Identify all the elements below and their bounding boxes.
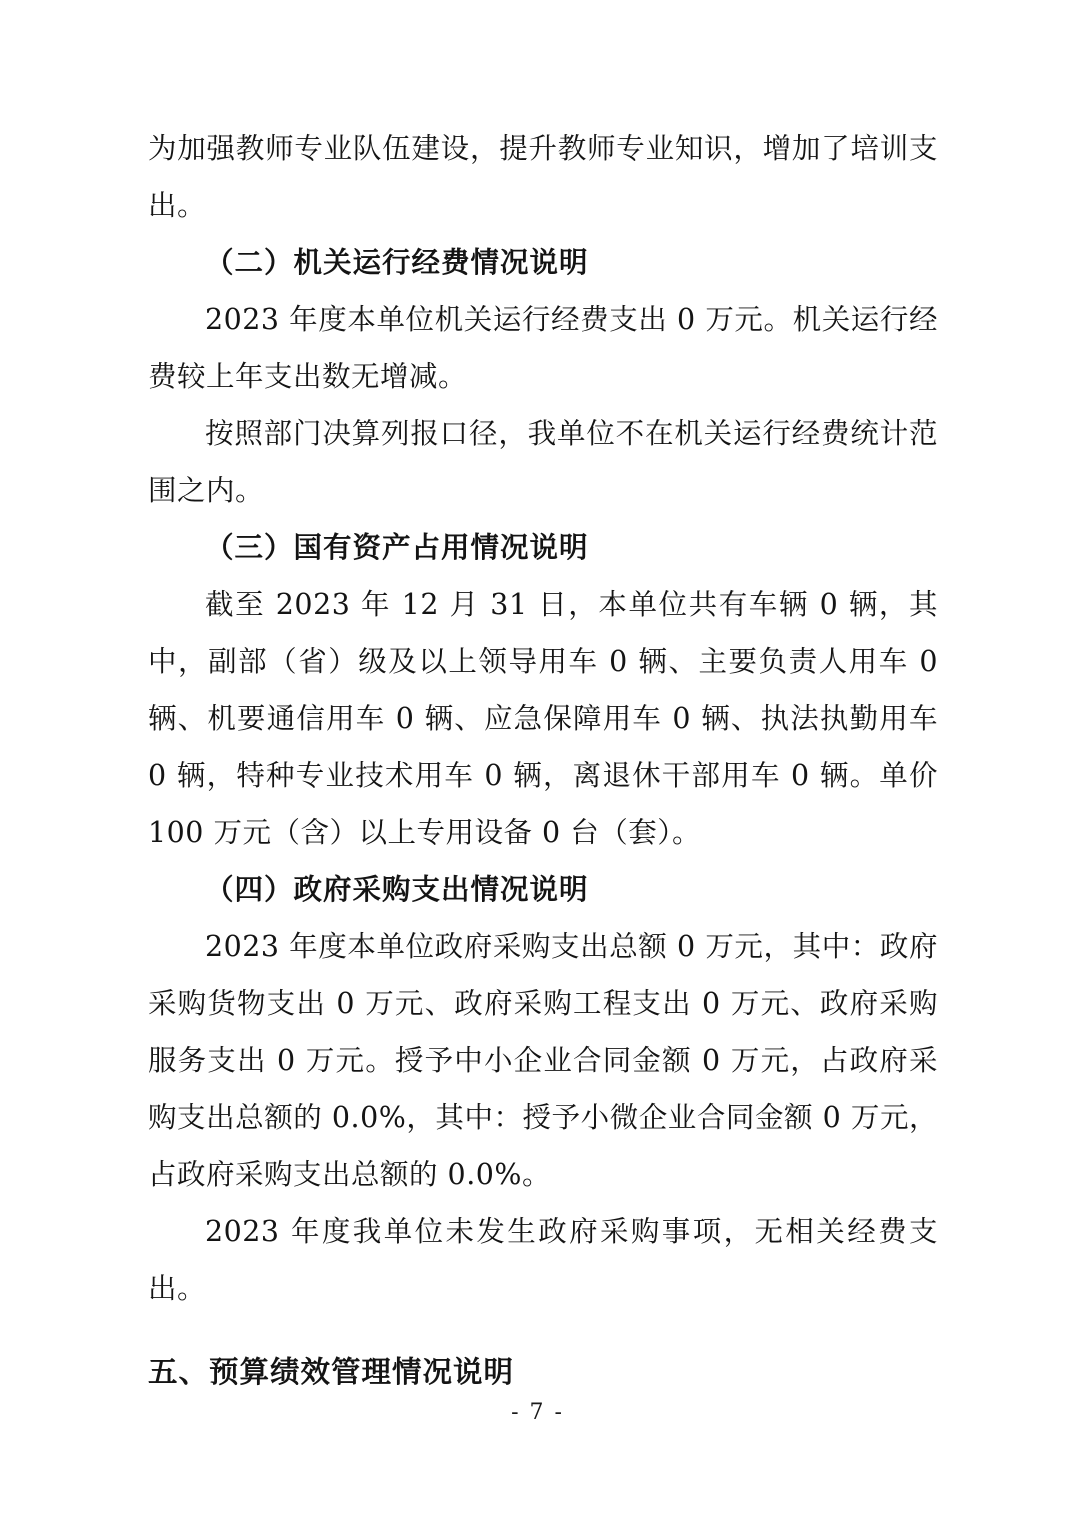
heading-state-assets: （三）国有资产占用情况说明	[205, 530, 589, 564]
paragraph-agency-operating-expense-2: 按照部门决算列报口径，我单位不在机关运行经费统计范围之内。	[148, 417, 938, 507]
paragraph-training-expense: 为加强教师专业队伍建设，提升教师专业知识，增加了培训支出。	[148, 132, 938, 222]
paragraph-government-procurement-2: 2023 年度我单位未发生政府采购事项，无相关经费支出。	[148, 1215, 938, 1305]
heading-agency-operating-expense: （二）机关运行经费情况说明	[205, 245, 589, 279]
page-footer	[0, 1400, 1075, 1425]
heading-government-procurement: （四）政府采购支出情况说明	[205, 872, 589, 906]
document-body	[148, 120, 938, 1400]
paragraph-government-procurement-1: 2023 年度本单位政府采购支出总额 0 万元，其中：政府采购货物支出 0 万元、政府采购工程支出 0 万元、政府采购服务支出 0 万元。授予中小企业合同金额 0 万元，占政府采购支出总额的 0.0%，其中：授予小微企业合同金额 0 万元，占政府采购支出总额的 0.0%。	[148, 930, 938, 1191]
paragraph-state-assets: 截至 2023 年 12 月 31 日，本单位共有车辆 0 辆，其中，副部（省）级及以上领导用车 0 辆、主要负责人用车 0 辆、机要通信用车 0 辆、应急保障用车 0 辆、执法执勤用车 0 辆，特种专业技术用车 0 辆，离退休干部用车 0 辆。单价 100 万元（含）以上专用设备 0 台（套）。	[148, 588, 938, 849]
paragraph-agency-operating-expense-1: 2023 年度本单位机关运行经费支出 0 万元。机关运行经费较上年支出数无增减。	[148, 303, 938, 393]
page-number: - 7 -	[511, 1400, 564, 1425]
heading-budget-performance-management: 五、预算绩效管理情况说明	[148, 1354, 515, 1389]
